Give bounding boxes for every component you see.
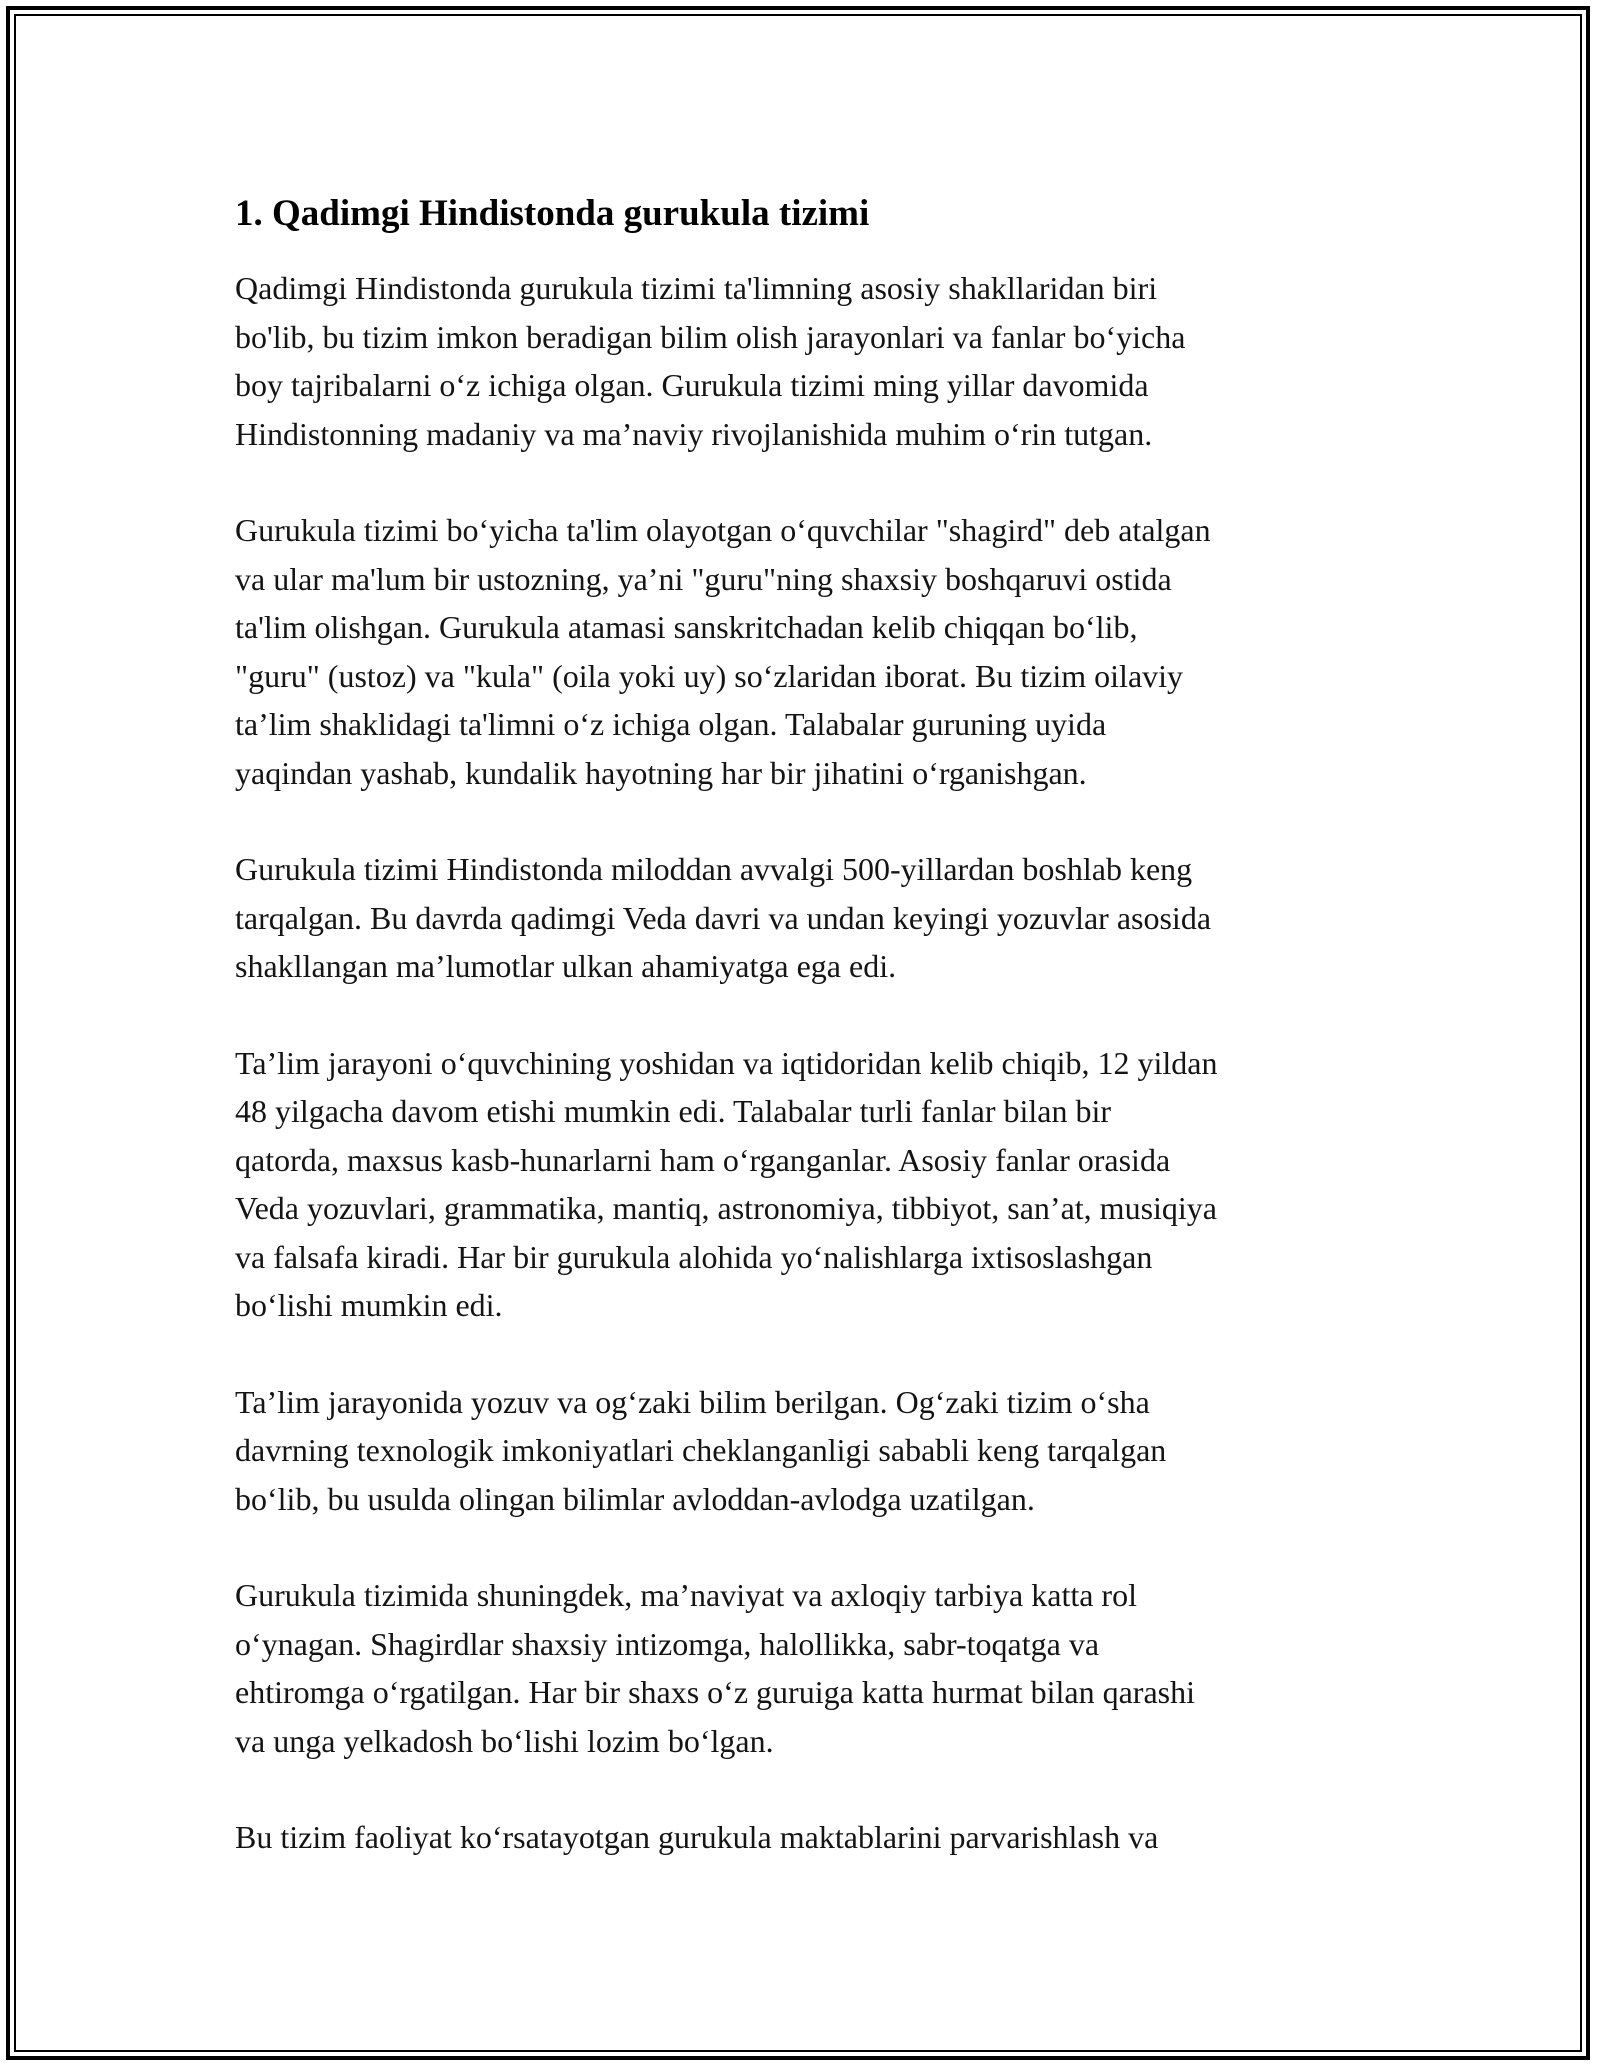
text-line: Gurukula tizimida shuningdek, ma’naviyat va axloqiy tarbiya katta rol [235,1577,1137,1613]
text-line: o‘ynagan. Shagirdlar shaxsiy intizomga, halollikka, sabr-toqatga va [235,1625,1100,1662]
paragraph-5 [235,1378,1375,1524]
text-line: Hindistonning madaniy va ma’naviy rivojlanishida muhim o‘rin tutgan. [235,415,1153,452]
text-line: Veda yozuvlari, grammatika, mantiq, astronomiya, tibbiyot, san’at, musiqiya [235,1190,1217,1226]
document-body [235,186,1375,1910]
text-line: tarqalgan. Bu davrda qadimgi Veda davri va undan keyingi yozuvlar asosida [235,899,1212,936]
text-line: bo‘lib, bu usulda olingan bilimlar avloddan-avlodga uzatilgan. [235,1480,1035,1517]
text-line: Ta’lim jarayoni o‘quvchining yoshidan va iqtidoridan kelib chiqib, 12 yildan [235,1044,1218,1081]
text-line: va unga yelkadosh bo‘lishi lozim bo‘lgan. [235,1722,774,1759]
text-line: yaqindan yashab, kundalik hayotning har bir jihatini o‘rganishgan. [235,754,1087,791]
text-line: va ular ma'lum bir ustozning, ya’ni "guru"ning shaxsiy boshqaruvi ostida [235,560,1172,597]
paragraph-3 [235,845,1375,991]
text-line: Gurukula tizimi bo‘yicha ta'lim olayotgan o‘quvchilar "shagird" deb atalgan [235,512,1211,548]
text-line: boy tajribalarni o‘z ichiga olgan. Gurukula tizimi ming yillar davomida [235,367,1149,403]
text-line: bo'lib, bu tizim imkon beradigan bilim olish jarayonlari va fanlar bo‘yicha [235,318,1186,355]
text-line: ta’lim shaklidagi ta'limni o‘z ichiga olgan. Talabalar guruning uyida [235,706,1107,742]
text-line: va falsafa kiradi. Har bir gurukula alohida yo‘nalishlarga ixtisoslashgan [235,1238,1153,1275]
text-line: Qadimgi Hindistonda gurukula tizimi ta'limning asosiy shakllaridan biri [235,270,1158,306]
paragraph-2 [235,506,1375,797]
text-line: 48 yilgacha davom etishi mumkin edi. Talabalar turli fanlar bilan bir [235,1093,1112,1129]
text-line: Gurukula tizimi Hindistonda miloddan avvalgi 500-yillardan boshlab keng [235,851,1193,887]
paragraph-4 [235,1039,1375,1330]
text-line: ta'lim olishgan. Gurukula atamasi sanskritchadan kelib chiqqan bo‘lib, [235,609,1138,645]
paragraph-7 [235,1813,1375,1862]
text-line: qatorda, maxsus kasb-hunarlarni ham o‘rganganlar. Asosiy fanlar orasida [235,1141,1171,1178]
section-title: 1. Qadimgi Hindistonda gurukula tizimi [235,193,870,234]
text-line: Ta’lim jarayonida yozuv va og‘zaki bilim berilgan. Og‘zaki tizim o‘sha [235,1383,1150,1420]
text-line: bo‘lishi mumkin edi. [235,1287,503,1323]
text-line: Bu tizim faoliyat ko‘rsatayotgan gurukula maktablarini parvarishlash va [235,1819,1159,1855]
paragraph-6 [235,1571,1375,1765]
text-line: shakllangan ma’lumotlar ulkan ahamiyatga ega edi. [235,948,897,984]
text-line: ehtiromga o‘rgatilgan. Har bir shaxs o‘z guruiga katta hurmat bilan qarashi [235,1674,1195,1710]
text-line: "guru" (ustoz) va "kula" (oila yoki uy) so‘zlaridan iborat. Bu tizim oilaviy [235,657,1184,694]
paragraph-1 [235,264,1375,458]
text-line: davrning texnologik imkoniyatlari cheklanganligi sababli keng tarqalgan [235,1432,1167,1468]
